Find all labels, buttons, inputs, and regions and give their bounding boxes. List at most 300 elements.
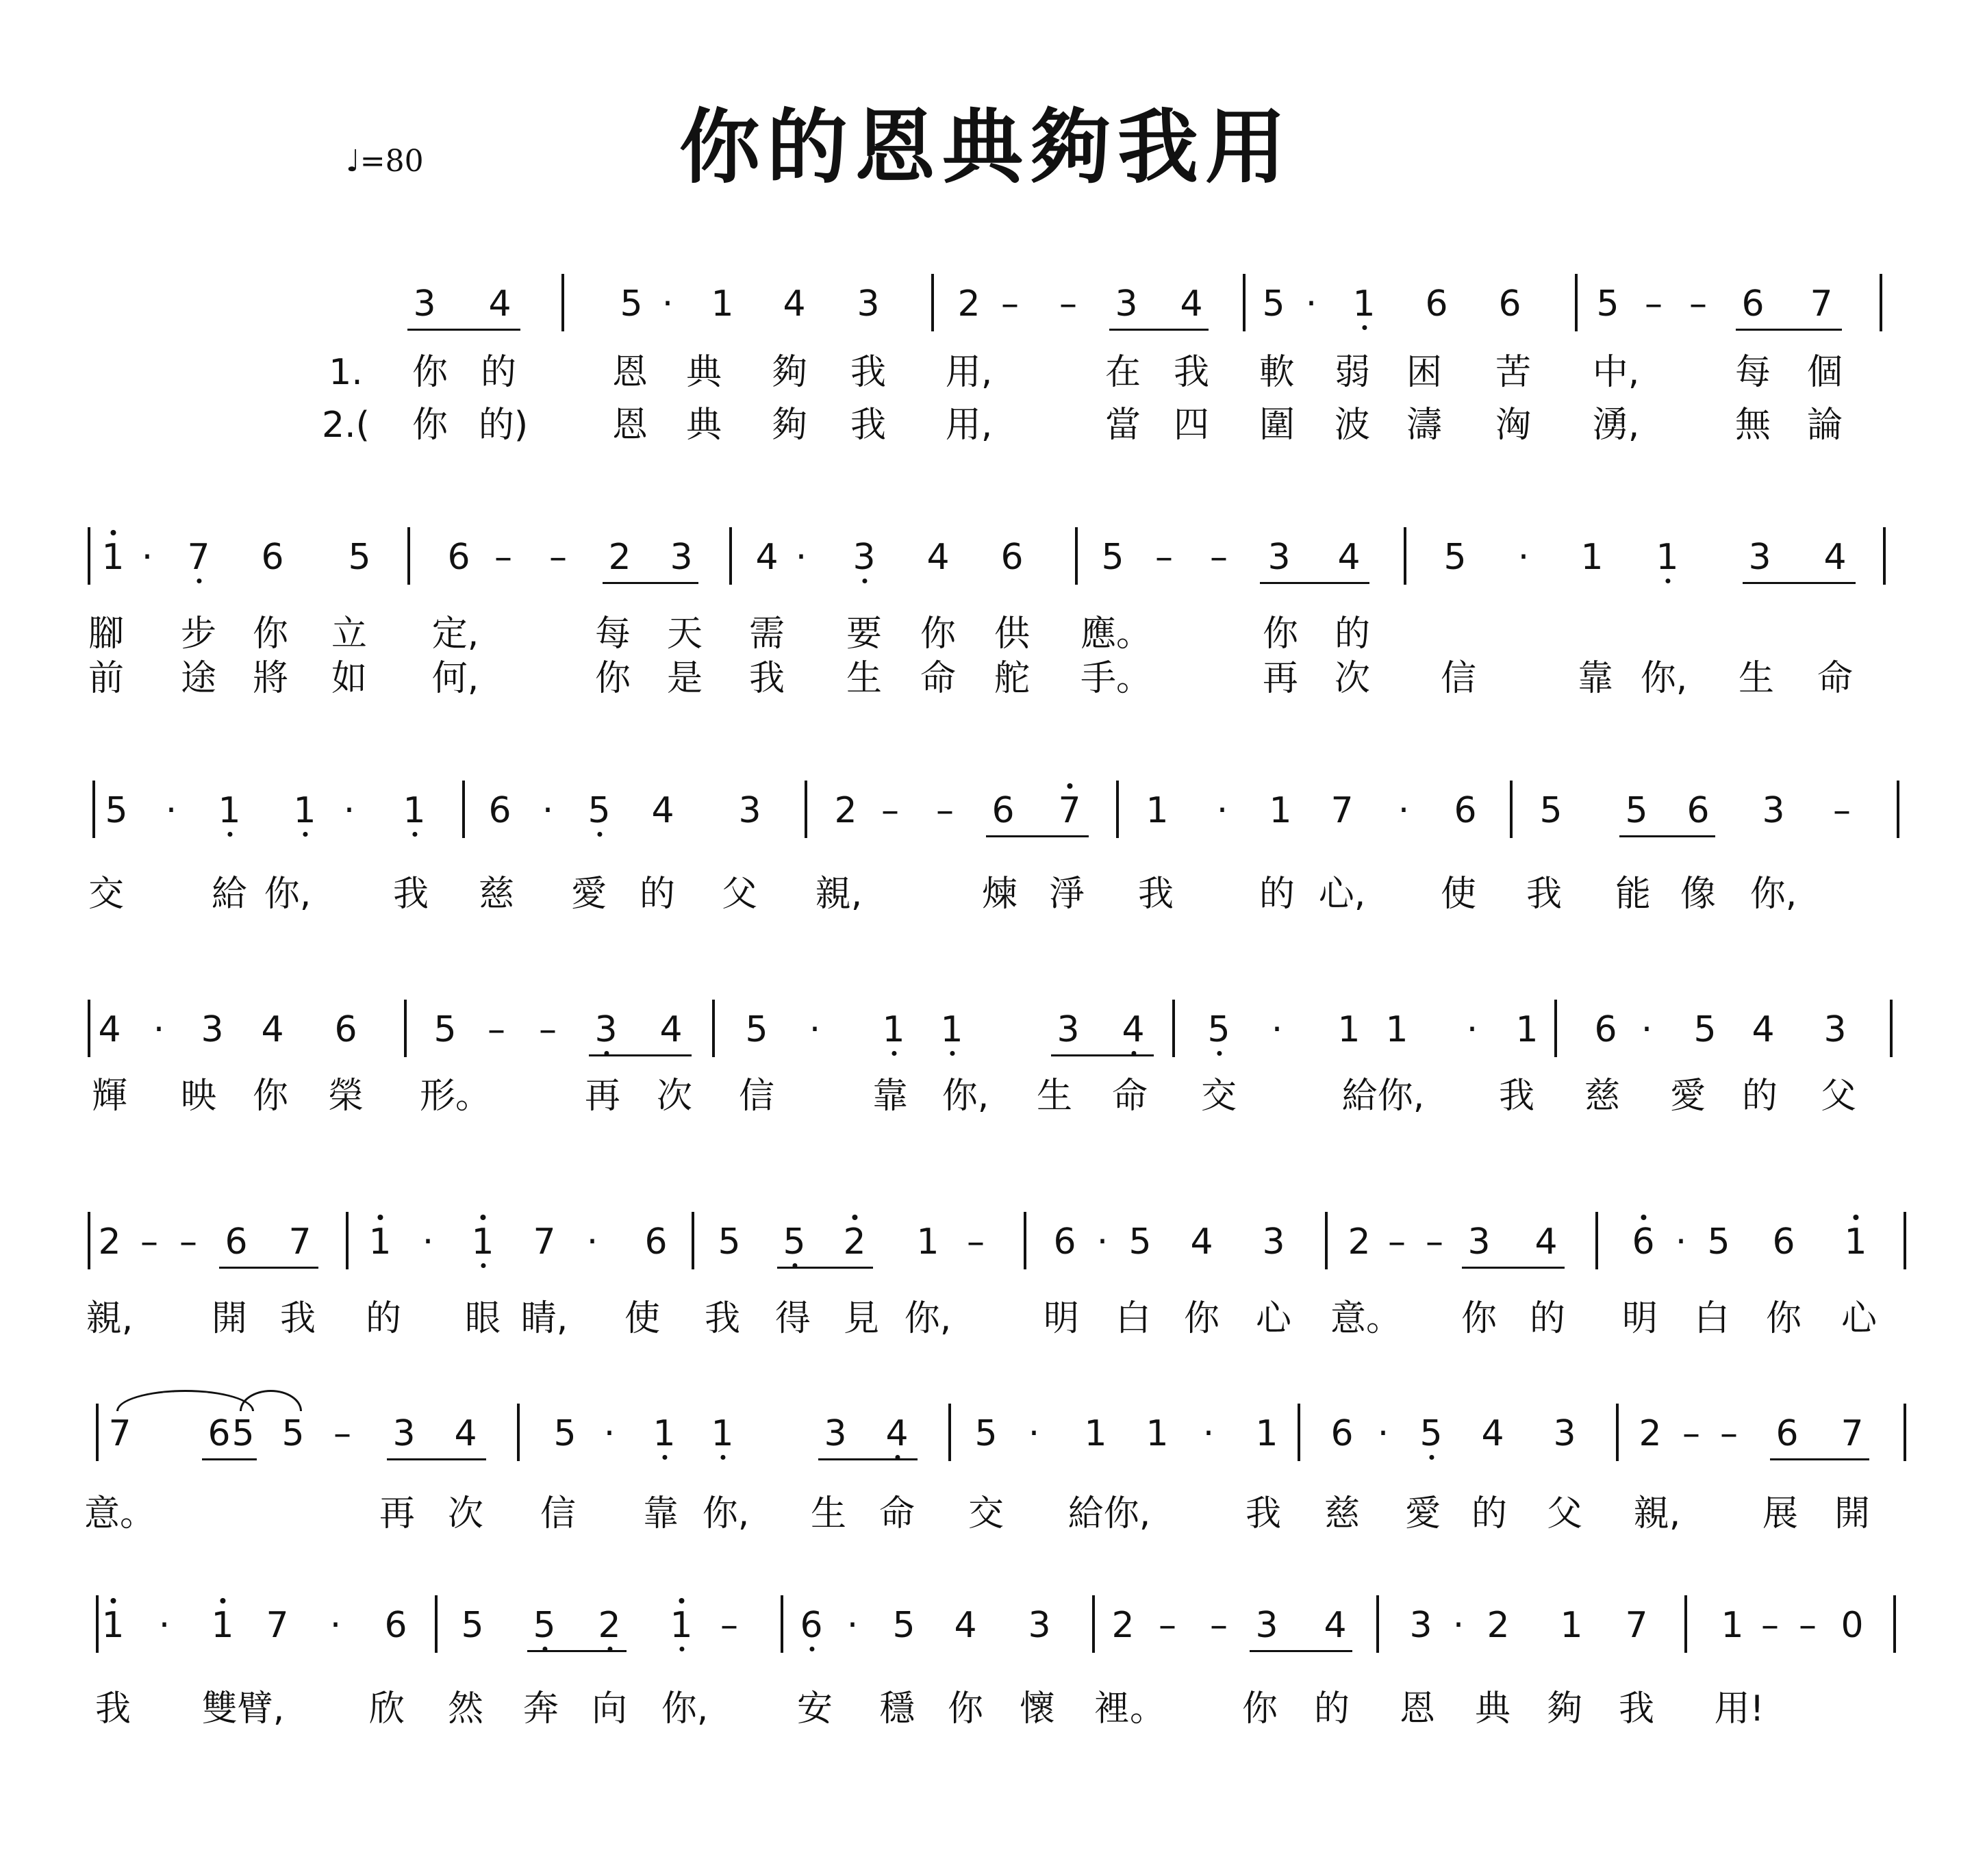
note: 3 <box>201 1009 224 1050</box>
extension-dash: – <box>1833 790 1851 831</box>
note: 2 <box>1111 1605 1135 1646</box>
lyric-syllable: 用, <box>945 352 993 393</box>
lyric-syllable: 何, <box>431 658 479 699</box>
note: 5 <box>1262 283 1285 325</box>
note: 3 <box>594 1009 618 1050</box>
lyric-syllable: 夠 <box>771 405 808 446</box>
lyric-syllable: 給你, <box>1341 1076 1425 1117</box>
lyric-syllable: 次 <box>1334 658 1371 699</box>
note: 1 <box>1352 283 1376 325</box>
note: 1 <box>1560 1605 1583 1646</box>
lyric-syllable: 你, <box>702 1493 750 1534</box>
lyric-syllable: 意。 <box>1330 1298 1402 1339</box>
barline <box>1092 1595 1095 1653</box>
note: 4 <box>783 283 806 325</box>
note: 5 <box>718 1221 741 1263</box>
note: 1 <box>653 1413 676 1454</box>
lyric-syllable: 我 <box>748 658 785 699</box>
lyric-syllable: 像 <box>1680 874 1717 915</box>
lyric-syllable: 軟 <box>1259 352 1295 393</box>
augmentation-dot: · <box>542 790 554 831</box>
note: 3 <box>413 283 436 325</box>
note: 5 <box>1596 283 1619 325</box>
lyric-syllable: 2.( <box>322 405 370 446</box>
lyric-syllable: 心, <box>1318 874 1366 915</box>
note: 3 <box>1057 1009 1080 1050</box>
note: 5 <box>553 1413 577 1454</box>
extension-dash: – <box>1001 283 1019 325</box>
note: 4 <box>926 537 950 578</box>
barline <box>96 1404 99 1461</box>
lyric-syllable: 靠 <box>872 1076 909 1117</box>
note: 7 <box>1058 790 1081 831</box>
barline <box>1404 527 1406 585</box>
lyric-syllable: 恩 <box>1399 1688 1436 1729</box>
augmentation-dot: · <box>603 1413 616 1454</box>
lyric-syllable: 的 <box>1259 874 1295 915</box>
extension-dash: – <box>1689 283 1707 325</box>
lyric-syllable: 你, <box>1749 874 1797 915</box>
lyric-syllable: 每 <box>1734 352 1771 393</box>
lyric-syllable: 的 <box>1741 1076 1778 1117</box>
lyric-syllable: 生 <box>1036 1076 1073 1117</box>
barline <box>561 274 564 331</box>
note: 6 <box>1000 537 1024 578</box>
lyric-syllable: 眼 <box>464 1298 501 1339</box>
note: 6 <box>1053 1221 1076 1263</box>
extension-dash: – <box>936 790 954 831</box>
beam-underline <box>1462 1267 1565 1269</box>
note: 2 <box>843 1221 866 1263</box>
barline <box>1376 1595 1379 1653</box>
lyric-syllable: 意。 <box>84 1493 156 1534</box>
augmentation-dot: · <box>1398 790 1410 831</box>
lyric-syllable: 如 <box>331 658 368 699</box>
note: 4 <box>1180 283 1203 325</box>
note: 3 <box>852 537 876 578</box>
augmentation-dot: · <box>795 537 807 578</box>
lyric-syllable: 四 <box>1173 405 1210 446</box>
note: 4 <box>1752 1009 1775 1050</box>
lyric-syllable: 開 <box>211 1298 248 1339</box>
lyric-syllable: 中, <box>1592 352 1640 393</box>
lyric-syllable: 恩 <box>611 405 648 446</box>
note: 1 <box>1146 1413 1169 1454</box>
barline <box>88 1000 90 1057</box>
beam-underline <box>1743 582 1856 584</box>
note: 3 <box>857 283 880 325</box>
lyric-syllable: 苦 <box>1495 352 1532 393</box>
note: 5 <box>1625 790 1648 831</box>
lyric-syllable: 命 <box>878 1493 915 1534</box>
augmentation-dot: · <box>1675 1221 1687 1263</box>
note: 6 <box>447 537 470 578</box>
tie-slur <box>116 1390 254 1411</box>
extension-dash: – <box>1426 1221 1443 1263</box>
extension-dash: – <box>1059 283 1077 325</box>
tempo-marking: ♩=80 <box>346 144 424 179</box>
lyric-syllable: 你 <box>1241 1688 1278 1729</box>
note: 4 <box>98 1009 121 1050</box>
note: 3 <box>1255 1605 1278 1646</box>
lyric-syllable: 裡。 <box>1094 1688 1166 1729</box>
note: 5 <box>974 1413 998 1454</box>
augmentation-dot: · <box>1466 1009 1478 1050</box>
lyric-syllable: 腳 <box>88 613 125 655</box>
extension-dash: – <box>539 1009 557 1050</box>
beam-underline <box>603 582 698 584</box>
lyric-syllable: 形。 <box>419 1076 492 1117</box>
note: 5 <box>105 790 128 831</box>
barline <box>407 527 410 585</box>
note: 6 <box>225 1221 248 1263</box>
augmentation-dot: · <box>1028 1413 1040 1454</box>
lyric-syllable: 我 <box>392 874 429 915</box>
note: 6 <box>800 1605 823 1646</box>
barline <box>1024 1212 1026 1269</box>
barline <box>1883 527 1886 585</box>
lyric-syllable: 困 <box>1406 352 1443 393</box>
lyric-syllable: 信 <box>540 1493 577 1534</box>
lyric-syllable: 你 <box>412 352 448 393</box>
note: 6 <box>1632 1221 1655 1263</box>
lyric-syllable: 欣 <box>368 1688 405 1729</box>
note: 1 <box>218 790 241 831</box>
note: 3 <box>824 1413 847 1454</box>
lyric-syllable: 我 <box>94 1688 131 1729</box>
barline <box>692 1212 694 1269</box>
note: 0 <box>1841 1605 1864 1646</box>
note: 1 <box>1515 1009 1539 1050</box>
barline <box>1243 274 1246 331</box>
lyric-syllable: 典 <box>685 405 722 446</box>
note: 3 <box>1115 283 1138 325</box>
note: 3 <box>1553 1413 1576 1454</box>
lyric-syllable: 夠 <box>1546 1688 1583 1729</box>
note: 3 <box>1409 1605 1432 1646</box>
lyric-syllable: 生 <box>846 658 883 699</box>
note: 1 <box>368 1221 392 1263</box>
barline <box>1893 1595 1896 1653</box>
lyric-syllable: 你 <box>594 658 631 699</box>
lyric-syllable: 然 <box>447 1688 484 1729</box>
barline <box>1616 1404 1619 1461</box>
lyric-syllable: 要 <box>846 613 883 655</box>
extension-dash: – <box>1720 1413 1738 1454</box>
extension-dash: – <box>488 1009 505 1050</box>
lyric-syllable: 的) <box>478 405 529 446</box>
barline <box>1595 1212 1598 1269</box>
barline <box>346 1212 349 1269</box>
note: 6 <box>1594 1009 1617 1050</box>
lyric-syllable: 的 <box>1334 613 1371 655</box>
note: 7 <box>187 537 210 578</box>
note: 4 <box>1324 1605 1347 1646</box>
note: 3 <box>1823 1009 1847 1050</box>
lyric-syllable: 你 <box>1183 1298 1220 1339</box>
barline <box>96 1595 99 1653</box>
barline <box>1116 781 1119 838</box>
note: 5 <box>348 537 371 578</box>
lyric-syllable: 使 <box>1440 874 1477 915</box>
note: 6 <box>1498 283 1521 325</box>
lyric-syllable: 典 <box>685 352 722 393</box>
note: 5 <box>1419 1413 1443 1454</box>
lyric-syllable: 能 <box>1615 874 1652 915</box>
note: 4 <box>659 1009 683 1050</box>
lyric-syllable: 的 <box>1529 1298 1566 1339</box>
beam-underline <box>1260 582 1369 584</box>
barline <box>1554 1000 1557 1057</box>
note: 1 <box>101 1605 125 1646</box>
augmentation-dot: · <box>1377 1413 1389 1454</box>
lyric-syllable: 生 <box>1738 658 1775 699</box>
extension-dash: – <box>1388 1221 1406 1263</box>
lyric-syllable: 奔 <box>522 1688 559 1729</box>
note: 3 <box>1028 1605 1051 1646</box>
note: 7 <box>266 1605 289 1646</box>
lyric-syllable: 開 <box>1834 1493 1871 1534</box>
note: 1 <box>670 1605 693 1646</box>
note: 5 <box>892 1605 915 1646</box>
note: 6 <box>1775 1413 1799 1454</box>
lyric-syllable: 慈 <box>1584 1076 1621 1117</box>
note: 1 <box>1255 1413 1278 1454</box>
lyric-syllable: 手。 <box>1080 658 1152 699</box>
song-title: 你的恩典夠我用 <box>679 99 1293 194</box>
note: 5 <box>1128 1221 1152 1263</box>
note: 1 <box>1084 1413 1107 1454</box>
lyric-syllable: 你, <box>941 1076 989 1117</box>
lyric-syllable: 展 <box>1762 1493 1799 1534</box>
extension-dash: – <box>1761 1605 1779 1646</box>
lyric-syllable: 的 <box>639 874 676 915</box>
lyric-syllable: 我 <box>1526 874 1563 915</box>
note: 1 <box>711 1413 734 1454</box>
lyric-syllable: 圍 <box>1259 405 1295 446</box>
note: 7 <box>533 1221 556 1263</box>
extension-dash: – <box>1155 537 1173 578</box>
lyric-syllable: 給 <box>211 874 248 915</box>
note: 2 <box>608 537 631 578</box>
lyric-syllable: 我 <box>1498 1076 1535 1117</box>
lyric-syllable: 命 <box>1111 1076 1148 1117</box>
barline <box>404 1000 407 1057</box>
extension-dash: – <box>1210 537 1228 578</box>
augmentation-dot: · <box>141 537 153 578</box>
barline <box>1075 527 1078 585</box>
note: 1 <box>916 1221 939 1263</box>
lyric-syllable: 得 <box>774 1298 811 1339</box>
note: 7 <box>1625 1605 1648 1646</box>
augmentation-dot: · <box>1452 1605 1465 1646</box>
note: 4 <box>1481 1413 1504 1454</box>
note: 4 <box>488 283 511 325</box>
lyric-syllable: 前 <box>88 658 125 699</box>
lyric-syllable: 白 <box>1693 1298 1730 1339</box>
note: 5 <box>1101 537 1124 578</box>
lyric-syllable: 夠 <box>771 352 808 393</box>
note: 1 <box>471 1221 494 1263</box>
note: 4 <box>261 1009 284 1050</box>
beam-underline <box>1619 835 1715 837</box>
note: 6 <box>1741 283 1765 325</box>
barline <box>1575 274 1578 331</box>
augmentation-dot: · <box>1305 283 1317 325</box>
barline <box>805 781 807 838</box>
tie-slur <box>240 1390 302 1411</box>
lyric-syllable: 需 <box>748 613 785 655</box>
beam-underline <box>219 1267 318 1269</box>
lyric-syllable: 是 <box>666 658 703 699</box>
augmentation-dot: · <box>846 1605 859 1646</box>
augmentation-dot: · <box>158 1605 170 1646</box>
note: 3 <box>392 1413 416 1454</box>
lyric-syllable: 恩 <box>611 352 648 393</box>
lyric-syllable: 心 <box>1841 1298 1878 1339</box>
note: 6 <box>1425 283 1448 325</box>
note: 6 <box>384 1605 407 1646</box>
lyric-syllable: 的 <box>1471 1493 1508 1534</box>
lyric-syllable: 我 <box>850 352 887 393</box>
beam-underline <box>1736 329 1842 331</box>
lyric-syllable: 定, <box>431 613 479 655</box>
note: 5 <box>231 1413 255 1454</box>
note: 7 <box>1810 283 1833 325</box>
note: 5 <box>1693 1009 1717 1050</box>
note: 5 <box>461 1605 484 1646</box>
note: 2 <box>1639 1413 1662 1454</box>
note: 6 <box>1330 1413 1354 1454</box>
lyric-syllable: 靠 <box>1577 658 1614 699</box>
lyric-syllable: 用, <box>945 405 993 446</box>
lyric-syllable: 心 <box>1255 1298 1292 1339</box>
note: 3 <box>1467 1221 1491 1263</box>
extension-dash: – <box>1159 1605 1176 1646</box>
beam-underline <box>777 1267 873 1269</box>
lyric-syllable: 生 <box>810 1493 847 1534</box>
lyric-syllable: 再 <box>1262 658 1299 699</box>
lyric-syllable: 在 <box>1104 352 1141 393</box>
note: 5 <box>433 1009 457 1050</box>
lyric-syllable: 我 <box>1137 874 1174 915</box>
lyric-syllable: 穩 <box>878 1688 915 1729</box>
note: 4 <box>1122 1009 1145 1050</box>
note: 5 <box>620 283 643 325</box>
note: 6 <box>261 537 284 578</box>
note: 1 <box>211 1605 234 1646</box>
lyric-syllable: 雙臂, <box>201 1688 285 1729</box>
note: 7 <box>1330 790 1354 831</box>
lyric-syllable: 映 <box>180 1076 217 1117</box>
lyric-syllable: 睛, <box>520 1298 568 1339</box>
lyric-syllable: 榮 <box>327 1076 364 1117</box>
extension-dash: – <box>333 1413 351 1454</box>
note: 5 <box>533 1605 556 1646</box>
lyric-syllable: 你 <box>920 613 957 655</box>
extension-dash: – <box>967 1221 985 1263</box>
barline <box>1897 781 1899 838</box>
beam-underline <box>1250 1650 1352 1652</box>
barline <box>88 527 90 585</box>
lyric-syllable: 淨 <box>1048 874 1085 915</box>
note: 2 <box>1487 1605 1510 1646</box>
note: 1 <box>293 790 316 831</box>
barline <box>1510 781 1513 838</box>
beam-underline <box>202 1458 257 1460</box>
extension-dash: – <box>1645 283 1663 325</box>
augmentation-dot: · <box>661 283 674 325</box>
lyric-syllable: 的 <box>1313 1688 1350 1729</box>
augmentation-dot: · <box>1096 1221 1109 1263</box>
lyric-syllable: 再 <box>379 1493 416 1534</box>
lyric-syllable: 舵 <box>994 658 1031 699</box>
note: 1 <box>1269 790 1292 831</box>
lyric-syllable: 用! <box>1714 1688 1765 1729</box>
note: 1 <box>1580 537 1604 578</box>
lyric-syllable: 論 <box>1806 405 1843 446</box>
note: 1 <box>1721 1605 1744 1646</box>
note: 5 <box>1207 1009 1230 1050</box>
lyric-syllable: 1. <box>329 352 363 393</box>
beam-underline <box>986 835 1089 837</box>
note: 1 <box>403 790 426 831</box>
extension-dash: – <box>549 537 567 578</box>
barline <box>1298 1404 1300 1461</box>
lyric-syllable: 你 <box>412 405 448 446</box>
note: 4 <box>755 537 779 578</box>
note: 2 <box>1348 1221 1371 1263</box>
lyric-syllable: 的 <box>480 352 517 393</box>
lyric-syllable: 每 <box>594 613 631 655</box>
lyric-syllable: 父 <box>721 874 758 915</box>
lyric-syllable: 你 <box>947 1688 984 1729</box>
lyric-syllable: 我 <box>279 1298 316 1339</box>
lyric-syllable: 慈 <box>1324 1493 1361 1534</box>
note: 1 <box>711 283 734 325</box>
lyric-syllable: 安 <box>796 1688 833 1729</box>
lyric-syllable: 愛 <box>1404 1493 1441 1534</box>
barline <box>948 1404 951 1461</box>
lyric-syllable: 步 <box>180 613 217 655</box>
note: 4 <box>1337 537 1361 578</box>
barline <box>92 781 95 838</box>
note: 1 <box>1385 1009 1408 1050</box>
extension-dash: – <box>1210 1605 1228 1646</box>
lyric-syllable: 天 <box>666 613 703 655</box>
augmentation-dot: · <box>153 1009 165 1050</box>
note: 2 <box>957 283 981 325</box>
augmentation-dot: · <box>586 1221 598 1263</box>
note: 5 <box>1539 790 1563 831</box>
lyric-syllable: 你 <box>1765 1298 1802 1339</box>
lyric-syllable: 命 <box>1817 658 1854 699</box>
note: 6 <box>488 790 511 831</box>
note: 1 <box>1656 537 1679 578</box>
beam-underline <box>589 1054 692 1056</box>
lyric-syllable: 我 <box>1618 1688 1655 1729</box>
note: 4 <box>651 790 674 831</box>
note: 6 <box>1772 1221 1795 1263</box>
lyric-syllable: 我 <box>1245 1493 1282 1534</box>
note: 6 <box>644 1221 668 1263</box>
lyric-syllable: 親, <box>815 874 863 915</box>
lyric-syllable: 交 <box>1200 1076 1237 1117</box>
lyric-syllable: 你, <box>904 1298 952 1339</box>
lyric-syllable: 懷 <box>1019 1688 1056 1729</box>
note: 4 <box>885 1413 909 1454</box>
note: 3 <box>1262 1221 1285 1263</box>
